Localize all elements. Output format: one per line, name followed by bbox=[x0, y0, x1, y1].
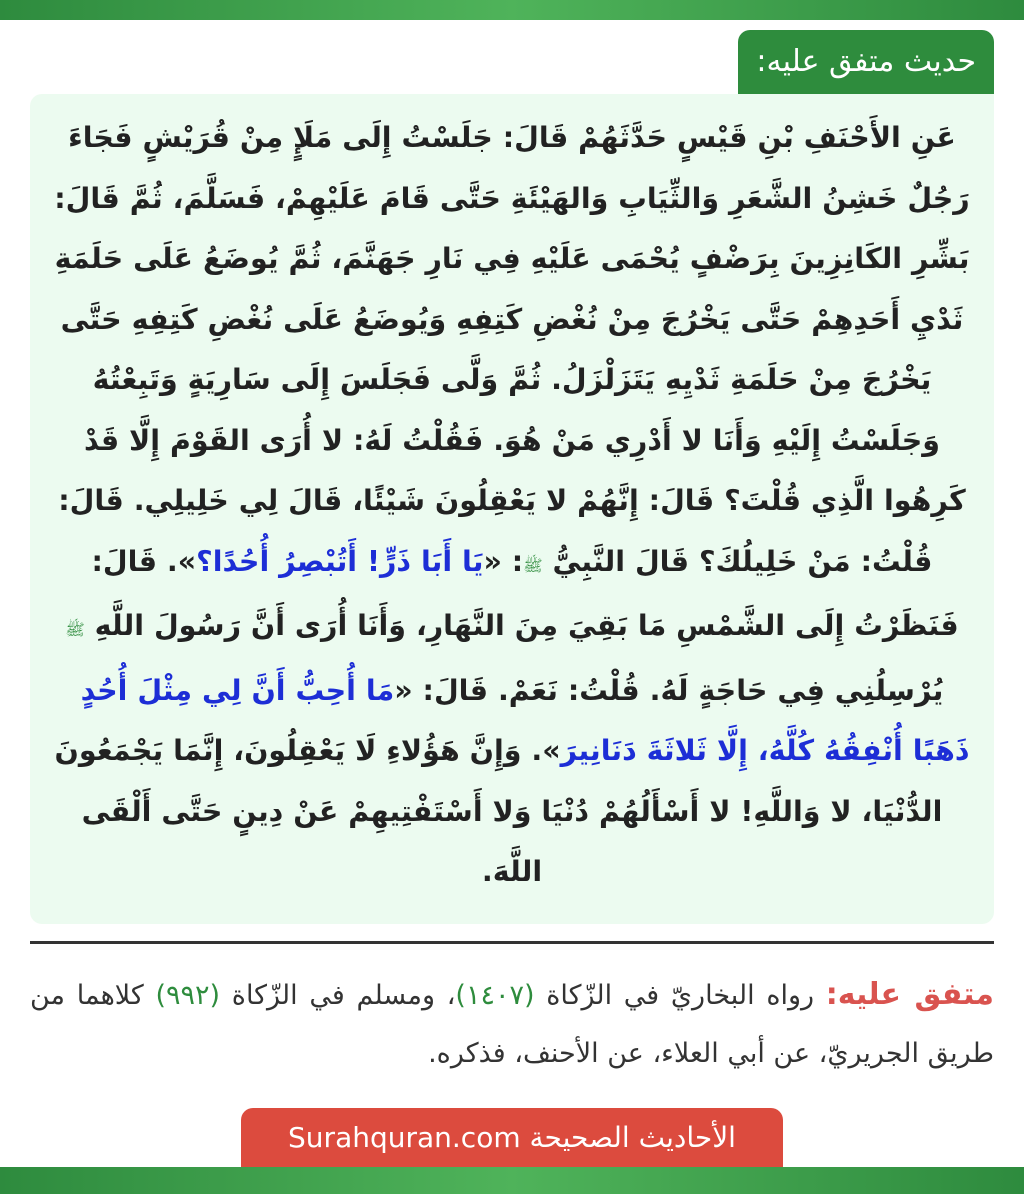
hadith-middle: يُرْسِلُنِي فِي حَاجَةٍ لَهُ. قُلْتُ: نَعَمْ. قَالَ: « bbox=[394, 673, 944, 707]
prophet-quote-2: مَا أُحِبُّ أَنَّ لِي مِثْلَ أُحُدٍ ذَهَبًا أُنْفِقُهُ كُلَّهُ، إِلَّا ثَلاثَةَ دَنَانِيرَ bbox=[80, 673, 970, 767]
muslim-number: (٩٩٢) bbox=[155, 980, 221, 1011]
site-badge[interactable]: الأحاديث الصحيحة Surahquran.com bbox=[241, 1108, 783, 1168]
hadith-type-label: حديث متفق عليه: bbox=[738, 30, 994, 94]
takhrij-text-1: رواه البخاريّ في الزّكاة bbox=[534, 980, 826, 1011]
salutation-glyph-2: ﷺ bbox=[65, 620, 85, 639]
hadith-text-box bbox=[30, 94, 994, 924]
hadith-body bbox=[54, 108, 970, 903]
bottom-decorative-bar bbox=[0, 1167, 1024, 1194]
salutation-glyph: ﷺ bbox=[523, 555, 543, 575]
takhrij-text-3: كلاهما من طريق الجريريّ، عن أبي العلاء، عن الأحنف، فذكره. bbox=[30, 980, 994, 1069]
prophet-quote-1: يَا أَبَا ذَرٍّ! أَتُبْصِرُ أُحُدًا؟ bbox=[196, 544, 484, 578]
hadith-colon: : « bbox=[483, 544, 524, 578]
top-decorative-bar bbox=[0, 0, 1024, 20]
hadith-after-quote: ». قَالَ: فَنَظَرْتُ إِلَى الشَّمْسِ مَا بَقِيَ مِنَ النَّهَارِ، وَأَنَا أُرَى أَنَّ رَسُولَ اللَّهِ bbox=[91, 544, 959, 642]
section-divider bbox=[30, 941, 994, 944]
takhrij-text-2: ، ومسلم في الزّكاة bbox=[220, 980, 456, 1011]
hadith-intro: عَنِ الأَحْنَفِ بْنِ قَيْسٍ حَدَّثَهُمْ قَالَ: جَلَسْتُ إِلَى مَلَإٍ مِنْ قُرَيْشٍ فَجَاءَ رَجُلٌ خَشِنُ الشَّعَرِ وَالثِّيَابِ وَالهَيْئَةِ حَتَّى قَامَ عَلَيْهِمْ، فَسَلَّمَ، ثُمَّ قَالَ: بَشِّرِ الكَانِزِينَ بِرَضْفٍ يُحْمَى عَلَيْهِ فِي نَارِ جَهَنَّمَ، ثُمَّ يُوضَعُ عَلَى حَلَمَةِ ثَدْيِ أَحَدِهِمْ حَتَّى يَخْرُجَ مِنْ نُغْضِ كَتِفِهِ وَيُوضَعُ عَلَى نُغْضِ كَتِفِهِ حَتَّى يَخْرُجَ مِنْ حَلَمَةِ ثَدْيِهِ يَتَزَلْزَلُ. ثُمَّ وَلَّى فَجَلَسَ إِلَى سَارِيَةٍ وَتَبِعْتُهُ وَجَلَسْتُ إِلَيْهِ وَأَنَا لا أَدْرِي مَنْ هُوَ. فَقُلْتُ لَهُ: لا أُرَى القَوْمَ إِلَّا قَدْ كَرِهُوا الَّذِي قُلْتَ؟ قَالَ: إِنَّهُمْ لا يَعْقِلُونَ شَيْئًا، قَالَ لِي خَلِيلِي. قَالَ: قُلْتُ: مَنْ خَلِيلُكَ؟ قَالَ النَّبِيُّ bbox=[54, 121, 970, 578]
takhrij-note bbox=[30, 966, 994, 1083]
hadith-grade: متفق عليه: bbox=[825, 977, 994, 1012]
bukhari-number: (١٤٠٧) bbox=[455, 980, 535, 1011]
hadith-ending: ». وَإِنَّ هَؤُلاءِ لَا يَعْقِلُونَ، إِنَّمَا يَجْمَعُونَ الدُّنْيَا، لا وَاللَّهِ! لا أَسْأَلُهُمْ دُنْيَا وَلا أَسْتَفْتِيهِمْ عَنْ دِينٍ حَتَّى أَلْقَى اللَّهَ. bbox=[54, 734, 943, 888]
